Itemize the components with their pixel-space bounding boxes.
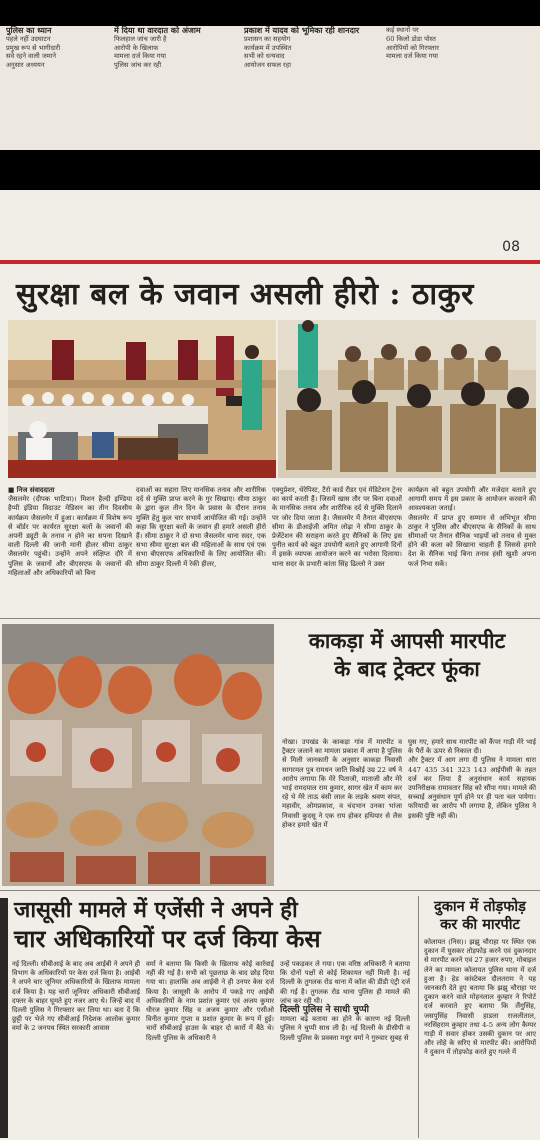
story2-paragraph: और ट्रैक्टर में आग लगा दी पुलिस ने मामला धारा 447 435 341 323 143 आईपीसी के तहत दर्ज कर लिया है अनुसंधान कार्य सहायक उपनिरीक्षक रामावतार सिंह को सौंपा गया। मामले की सच्चाई अनुसंधान पूर्ण होने पर ही पता चल पायेगा। फरियादी का आरोप भी लगाया है, लेकिन पुलिस ने इसकी पुष्टि नहीं की। — [408, 756, 536, 820]
story1-column-4 — [408, 486, 536, 612]
left-margin-strip — [0, 898, 8, 1138]
clip-column-1 — [6, 26, 122, 150]
story1-paragraph: दवाओं का सहारा लिए मानसिक तनाव और शारीरिक दर्द से मुक्ति प्राप्त करने के गुर सिखाए। सीमा ठाकुर के द्वारा कुल तीन दिन के प्रवास के दौरान तनाव मुक्ति हेतु कुल चार सभायें आयोजित की गई। उन्होंने कहा कि सुरक्षा बलों के जवान ही हमारे असली हीरो हैं। सीमा ठाकुर ने दो सभा जैसलमेर थाना सदर, एक सभा सीमा सुरक्षा बल की महिलाओं के साथ एवं एक सभा बीएसएफ अधिकारियों के लिए आयोजित की। सीमा ठाकुर दिल्ली में रेकी हीलर, — [136, 486, 266, 568]
clip-line: आरोपियों को गिरफ्तार — [386, 43, 439, 52]
story4-paragraph: कोलायत (निस)। झझु चौराहा पर स्थित एक दुकान में घुसकर तोड़फोड़ करने एवं दुकानदार से मारपीट करने एवं 27 हजार रुपए, मोबाइल लेने का मामला कोलायत पुलिस थाना में दर्ज हुआ है। हेड कांस्टेबल दौलतराम ने यह जानकारी देते हुए बताया कि झझु चौराहा पर दुकान करने वाले मोहनलाल कुम्हार ने रिपोर्ट दर्ज करवाते हुए बताया कि लैंगुसिंह, जसपुसिंह निवासी हाडला राजलीताल, नरसिंहराम कुम्हार तथा 4-5 अन्य लोग कैम्पर गाड़ी में सवार होकर उसकी दुकान पर आए और लोहे के सरिए से मारपीट की। आरोपियों ने दुकान में तोड़फोड़ करते हुए गल्ले में — [424, 938, 536, 1057]
clip-heading: पुलिस का ध्यान — [6, 26, 52, 35]
clip-line: प्रमुख रूप से भागीदारी — [6, 43, 61, 52]
pottery-illustration — [2, 624, 274, 886]
story1-paragraph: जैसलमेर में प्राप्त हुए सम्मान से अभिभूत सीमा ठाकुर ने पुलिस और बीएसएफ के सैनिकों के साथ सीमाओं पर तैनात सैनिक भाइयों को तनाव से मुक्त होने की कला को सिखाना चाहती हैं जिससे हमारे देश के सैनिक भाई बिना तनाव हंसी खुशी अपना फर्ज निभा सकें। — [408, 513, 536, 568]
top-black-band — [0, 0, 540, 160]
story3-column-3 — [280, 960, 410, 1138]
meeting-hall-photo — [8, 320, 276, 478]
clip-line: कई स्थानों पर — [386, 26, 419, 34]
clip-line: 60 किलो डोडा पोस्त — [386, 34, 436, 43]
clip-line: सवे रहने वाली जमाने — [6, 52, 57, 61]
previous-page-clipping — [0, 26, 540, 150]
clip-column-4 — [386, 26, 536, 150]
story2-paragraph: घुस गए, हमारे साथ मारपीट को कैंपर गाड़ी मेरे भाई के पैरों के ऊपर से निकाल दी। — [408, 738, 536, 756]
story2-column-2 — [408, 738, 536, 886]
main-headline: सुरक्षा बल के जवान असली हीरो : ठाकुर — [16, 277, 474, 312]
police-audience-photo — [278, 320, 536, 478]
story4-column — [424, 938, 536, 1138]
meeting-hall-illustration — [8, 320, 276, 478]
story2-paragraph: नोखा। उपखंड के काकड़ा गांव में मारपीट व ट्रैक्टर जलाने का मामला प्रकाश में आया है पुलिस से मिली जानकारी के अनुसार काकड़ा निवासी सागरमल पुत्र रामधन जाति विश्नोई उम्र 22 वर्ष ने आरोप लगाया कि मेरे पिताजी, माताजी और मेरे भाई रामदयाल राम कुमार, सागर खेत में काम कर रहे थे मेरे ताऊ बंसी लाल के लड़के श्रवण संपत, महावीर, ओमप्रकाश, व चंदभान उनका भांजा निवासी कुदसू ने एक राय होकर हथियार से लैस होकर हमारे खेत में — [282, 738, 402, 829]
section-divider — [0, 618, 540, 619]
audience-illustration — [278, 320, 536, 478]
clip-line: पुलिस जांच कर रही — [114, 61, 162, 70]
story4-headline-line2: कर की मारपीट — [440, 916, 520, 933]
red-rule — [0, 260, 540, 264]
clip-line: आयोजन सफल रहा — [244, 61, 291, 70]
story1-paragraph: एक्युप्रेशर, थेरेपिस्ट, टैरो कार्ड रीडर एवं मेडिटेशन ट्रेनर का कार्य करती हैं। जिसमें खास तौर पर बिना दवाओं के मानसिक तनाव और शारीरिक दर्द से मुक्ति दिलाने पर जोर दिया जाता है। जैसलमेर में तैनात बीएसएफ सीमा के डीआईजी अमित लोढ़ा ने सीमा ठाकुर के प्रेजेंटेशन की सराहना करते हुए सैनिकों के लिए इस पुनीत कार्य को बहुत उपयोगी बताते हुए आगामी दिनों में इसके व्यापक आयोजन करने का भरोसा दिलाया। थाना सदर के प्रभारी कांता सिंह ढिल्लो ने उक्त — [272, 486, 402, 568]
black-gap — [0, 160, 540, 190]
byline: ■ निज संवाददाता — [8, 486, 55, 494]
clip-line: आरोपी के खिलाफ — [114, 43, 159, 52]
clip-line: सभी को धन्यवाद — [244, 52, 285, 61]
clip-line: मामला दर्ज किया गया — [114, 52, 167, 61]
story3-headline-line1: जासूसी मामले में एजेंसी ने अपने ही — [14, 897, 298, 923]
section-divider — [0, 890, 540, 891]
story3-subhead: दिल्ली पुलिस ने साधी चुप्पी — [280, 1005, 369, 1016]
story4-headline-line1: दुकान में तोड़फोड़ — [434, 898, 526, 915]
clip-column-3 — [244, 26, 364, 150]
clip-heading: प्रकाश में यादव को भूमिका रही शानदार — [244, 26, 360, 35]
story2-headline-line2: के बाद ट्रेक्टर फूंका — [334, 656, 480, 681]
story3-paragraph: मामला बढ़े बताया का होने के कारण नई दिल्ली पुलिस ने चुप्पी साध ली है। नई दिल्ली के डीसीपी व दिल्ली पुलिस के प्रवक्ता मधुर वर्मा ने गुरुवार सुबह से — [280, 1015, 410, 1042]
clip-line: प्रशासन का सहयोग — [244, 34, 291, 43]
story3-column-1 — [12, 960, 140, 1138]
story1-column-3 — [272, 486, 402, 612]
clip-line: अनुसार अध्ययन — [6, 61, 45, 70]
clip-heading: में दिया था वारदात को अंजाम — [114, 26, 201, 35]
clip-line: मामला दर्ज किया गया — [386, 52, 439, 61]
clip-column-2 — [114, 26, 234, 150]
story1-column-2 — [136, 486, 266, 612]
story2-headline-line1: काकड़ा में आपसी मारपीट — [308, 628, 506, 653]
column-divider — [418, 896, 419, 1138]
page-number: 08 — [502, 239, 520, 255]
story1-column-1 — [8, 486, 132, 612]
story3-paragraph: नई दिल्ली। सीबीआई के बाद अब आईबी ने अपने ही विभाग के अधिकारियों पर केस दर्ज किया है। आईबी ने अपने चार जूनियर अधिकारियों के खिलाफ मामला दर्ज किया है। यह चारों जूनियर अधिकारी सीबीआई दफ्तर के बाहर घूमते हुए नजर आए थे। जिन्हें बाद में दिल्ली पुलिस ने गिरफ्तार कर लिया था। बता दें कि छुट्टी पर भेजे गए सीबीआई निदेशक आलोक कुमार वर्मा के 2 जनपथ स्थित सरकारी आवास — [12, 960, 140, 1033]
clip-line: पहले नहीं उदघाटन — [6, 34, 51, 43]
story3-column-2 — [146, 960, 274, 1138]
story3-paragraph: वर्मा ने बताया कि किसी के खिलाफ कोई कार्रवाई नहीं की गई है। सभी को पूछताछ के बाद छोड़ दिया गया था। हालांकि अब आईबी ने ही उनपर केस दर्ज किया है। जासूसी के आरोप में पकड़े गए आईबी अधिकारियों के नाम प्रशांत कुमार एवं अजय कुमार धीरज कुमार सिंह व अजय कुमार और एसीओ विनीत कुमार गुप्ता व प्रशांत कुमार के रूप में हुई। चारों सीबीआई हाउस के बाहर दो कारों में बैठे थे। दिल्ली पुलिस के अधिकारी ने — [146, 960, 274, 1042]
clip-line: कार्यक्रम में उपस्थित — [244, 43, 292, 52]
pottery-photo — [2, 624, 274, 886]
newspaper-page — [0, 190, 540, 1140]
story1-paragraph: जैसलमेर (दीपक भाटिया)। मिशन हैल्दी इण्डिया हैप्पी इंडिया विदाउट मेडिसन का तीन दिवसीय कार्यक्रम जैसलमेर में हुआ। कार्यक्रम में विशेष रूप से बॉर्डर पर कार्यरत सुरक्षा बलों के जवानों की अपनी ड्यूटी के तनाव न होने का सपना दिखाने वाली दिल्ली की जानी मानी हीलर सीमा ठाकुर जैसलमेर पहुंची। उन्होंने अपने संक्षिप्त दौरे में पुलिस के जवानों और बीएसएफ के जवानों की महिलाओं और अधिकारियों को बिना — [8, 495, 132, 577]
story1-paragraph: कार्यक्रम को बहुत उपयोगी और मजेदार बताते हुए आगामी समय में इस प्रकार के आयोजन करवाने की आवश्यकता जताई। — [408, 486, 536, 513]
story3-headline-line2: चार अधिकारियों पर दर्ज किया केस — [14, 924, 321, 953]
story3-paragraph: उन्हें पकड़कर ले गया। एक वरिष्ठ अधिकारी ने बताया कि दोनों पक्षों से कोई शिकायत नहीं मिली है। नई दिल्ली के तुगलक रोड थाना में कॉल की डीडी एंट्री दर्ज की गई है। तुगलक रोड थाना पुलिस ही मामले की जांच कर रही थी। — [280, 960, 410, 1005]
story2-column-1 — [282, 738, 402, 886]
clip-line: फिलहाल जांच जारी है — [114, 34, 167, 43]
